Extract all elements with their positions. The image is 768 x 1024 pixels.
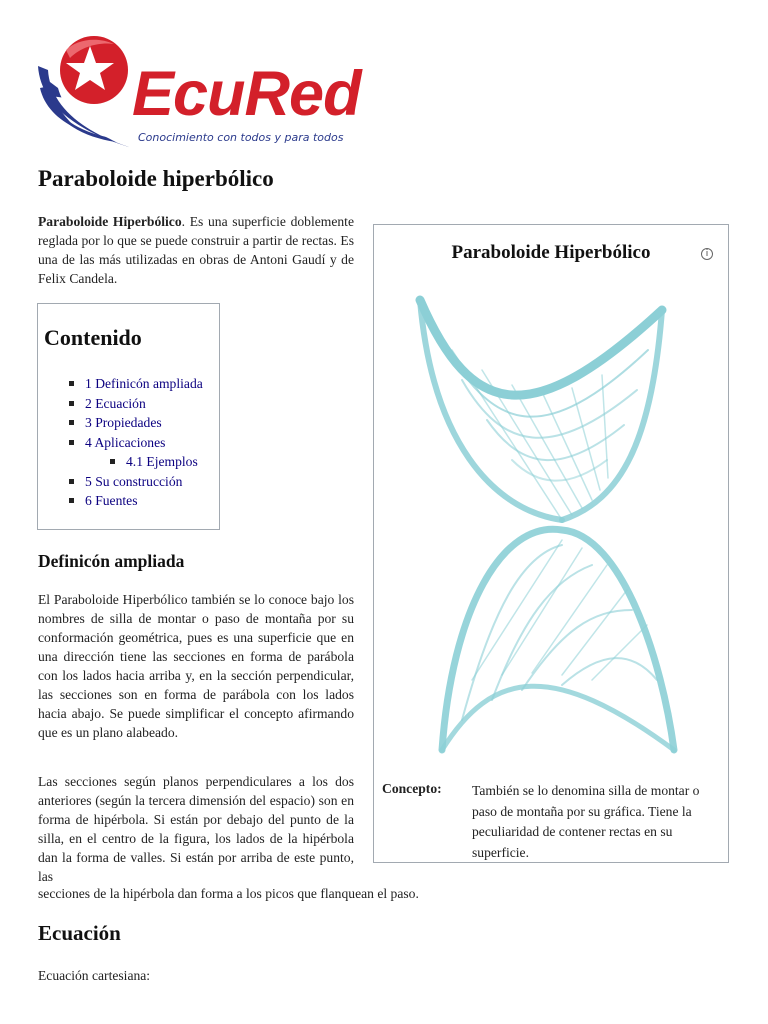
infobox-title: Paraboloide Hiperbólico	[451, 242, 651, 263]
definicion-paragraph-2-end: secciones de la hipérbola dan forma a los picos que flanquean el paso.	[38, 886, 419, 901]
paraboloid-image[interactable]	[412, 280, 692, 775]
infobox-label: Concepto:	[382, 781, 442, 796]
ecuacion-paragraph: Ecuación cartesiana:	[38, 968, 151, 983]
toc-item[interactable]	[38, 374, 203, 394]
infobox-value: También se lo denomina silla de montar o paso de montaña por su gráfica. Tiene la peculiaridad de contener rectas en su superficie.	[472, 783, 700, 860]
toc-link[interactable]: 2 Ecuación	[85, 395, 146, 411]
toc-item[interactable]	[38, 472, 203, 492]
toc-item[interactable]	[38, 452, 203, 472]
infobox	[373, 224, 729, 863]
page-title: Paraboloide hiperbólico	[38, 166, 274, 191]
definicion-paragraph-1: El Paraboloide Hiperbólico también se lo conoce bajo los nombres de silla de montar o paso de montaña por su conformación geométrica, pues es una superficie que en una dirección tiene las secciones en forma de parábola con los lados hacia arriba y, en la sección perpendicular, las secciones son en forma de parábola con los lados hacia abajo. Se puede simplificar el concepto afirmando que es un plano alabeado.	[38, 592, 354, 740]
logo-brand-text: EcuRed	[132, 59, 361, 129]
toc-link[interactable]: 4.1 Ejemplos	[126, 454, 198, 469]
toc-list	[38, 374, 203, 511]
toc-link[interactable]: 5 Su construcción	[85, 473, 183, 489]
intro-bold-term: Paraboloide Hiperbólico	[38, 214, 182, 229]
toc-heading: Contenido	[44, 325, 142, 350]
intro-paragraph	[38, 212, 354, 288]
toc-link[interactable]: 4 Aplicaciones	[85, 434, 166, 450]
toc-item[interactable]	[38, 433, 203, 453]
section-heading-ecuacion: Ecuación	[38, 921, 121, 945]
definicion-paragraph-2: Las secciones según planos perpendiculares a los dos anteriores (según la tercera dimensión del espacio) son en forma de hipérbola. Si están por debajo del punto de la silla, en el centro de la figura, los lados de la hipérbola dan la forma de valles. Si están por arriba de este punto, las	[38, 774, 354, 884]
toc-link[interactable]: 1 Definicón ampliada	[85, 376, 203, 391]
toc-item[interactable]	[38, 394, 203, 414]
logo-tagline: Conocimiento con todos y para todos	[138, 131, 344, 144]
toc-item[interactable]	[38, 491, 203, 511]
intro-text: . Es una superficie doblemente reglada por lo que se puede construir a partir de rectas. Es una de las más utilizadas en obras de Antoni Gaudí y de Felix Candela.	[38, 214, 354, 286]
toc-link[interactable]: 6 Fuentes	[85, 493, 138, 508]
section-heading-definicion: Definicón ampliada	[38, 551, 185, 571]
info-icon[interactable]: i	[701, 248, 713, 260]
toc-link[interactable]: 3 Propiedades	[85, 415, 162, 430]
toc-item[interactable]	[38, 413, 203, 433]
table-of-contents	[37, 303, 220, 530]
